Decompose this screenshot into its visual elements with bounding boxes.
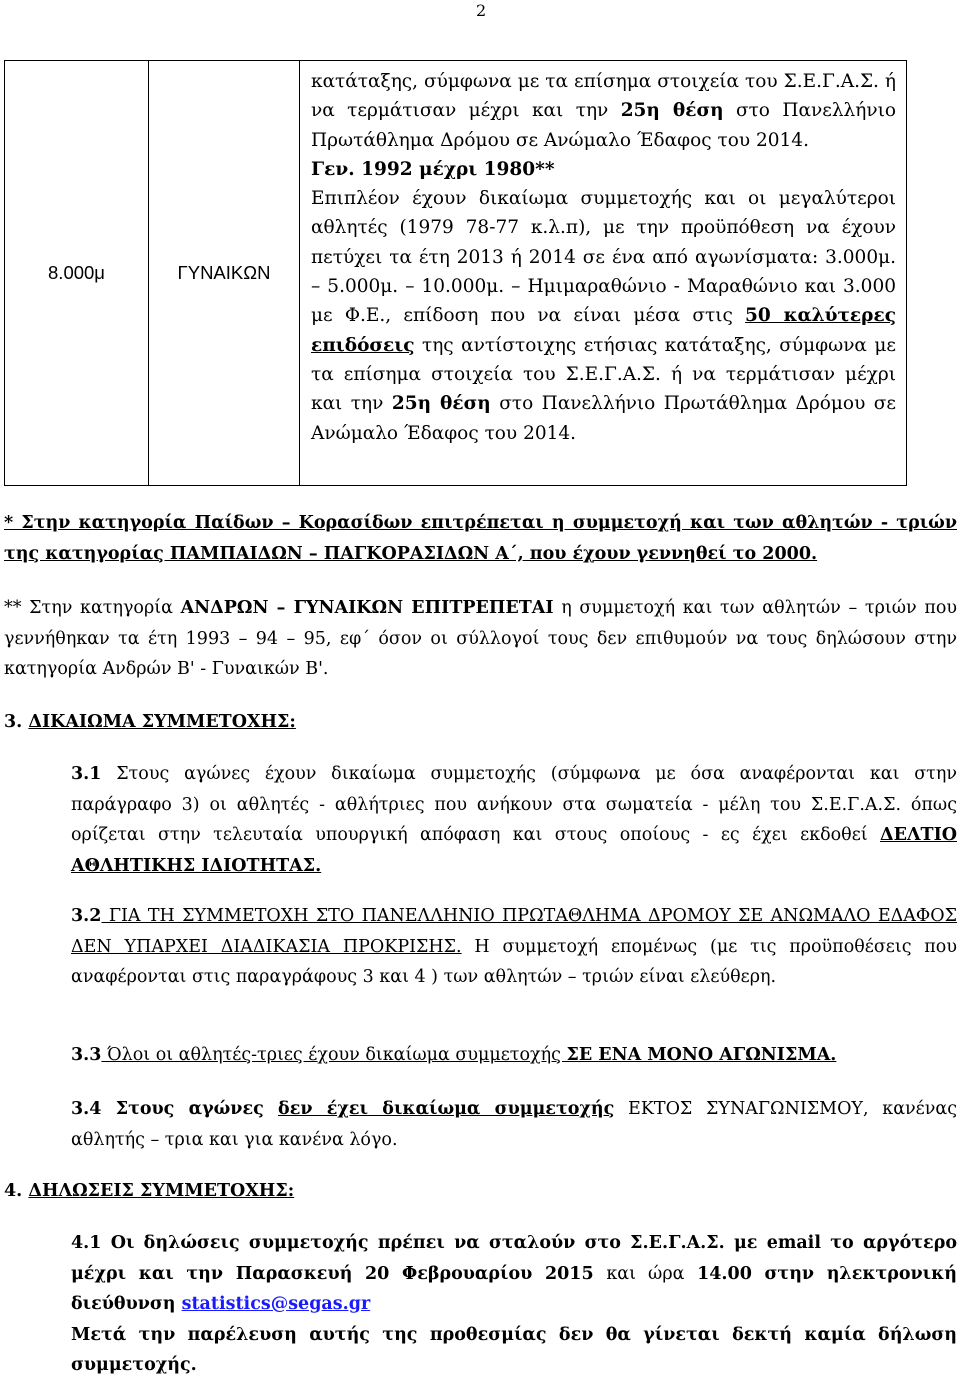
req-text-1: κατάταξης, σύμφωνα με τα επίσημα στοιχεία του Σ.Ε.Γ.Α.Σ. ή να τερμάτισαν μέχρι και την xyxy=(311,71,896,122)
page-number: 2 xyxy=(476,1,487,20)
note-2-b: ΑΝΔΡΩΝ – ΓΥΝΑΙΚΩΝ ΕΠΙΤΡΕΠΕΤΑΙ xyxy=(180,598,554,618)
category-cell: ΓΥΝΑΙΚΩΝ xyxy=(149,61,300,486)
section-3-num: 3. xyxy=(4,712,23,732)
requirements-cell xyxy=(300,61,907,486)
p41-e: 14.00 στην ηλεκτρονική διεύθυνση xyxy=(71,1263,957,1314)
req-text-4: της αντίστοιχης ετήσιας κατάταξης, σύμφωνα με τα επίσημα στοιχεία του Σ.Ε.Γ.Α.Σ. ή να τερμάτισαν μέχρι και την xyxy=(311,334,896,415)
p32-underlined: ΓΙΑ ΤΗ ΣΥΜΜΕΤΟΧΗ ΣΤΟ ΠΑΝΕΛΛΗΝΙΟ ΠΡΩΤΑΘΛΗΜΑ ΔΡΟΜΟΥ ΣΕ ΑΝΩΜΑΛΟ ΕΔΑΦΟΣ ΔΕΝ ΥΠΑΡΧΕΙ ΔΙΑΔΙΚΑΣΙΑ ΠΡΟΚΡΙΣΗΣ. xyxy=(71,906,957,957)
req-text-5: στο Πανελλήνιο Πρωτάθλημα Δρόμου σε Ανώμαλο Έδαφος του 2014. xyxy=(311,393,897,444)
note-2 xyxy=(4,593,957,685)
p34-b: δεν έχει δικαίωμα συμμετοχής xyxy=(278,1099,615,1119)
p32-text: Η συμμετοχή επομένως (με τις προϋποθέσεις που αναφέρονται στις παραγράφους 3 και 4 ) των αθλητών – τριών είναι ελεύθερη. xyxy=(71,936,957,987)
paragraph-3-2 xyxy=(71,901,957,993)
section-3-heading xyxy=(4,707,957,738)
p33-text: Όλοι οι αθλητές-τριες έχουν δικαίωμα συμμετοχής xyxy=(101,1045,567,1065)
p41-c: το αργότερο μέχρι και την Παρασκευή 20 Φεβρουαρίου 2015 xyxy=(71,1233,957,1284)
req-text-2: στο Πανελλήνιο Πρωτάθλημα Δρόμου σε Ανώμαλο Έδαφος του 2014. xyxy=(311,100,896,151)
paragraph-3-4 xyxy=(71,1094,957,1155)
note-2-a: ** Στην κατηγορία xyxy=(4,598,181,618)
p32-num: 3.2 xyxy=(71,906,102,926)
paragraph-3-3 xyxy=(71,1040,957,1071)
p33-emph: ΣΕ ΕΝΑ ΜΟΝΟ ΑΓΩΝΙΣΜΑ. xyxy=(566,1045,837,1065)
p31-num: 3.1 xyxy=(71,764,102,784)
req-text-3: Επιπλέον έχουν δικαίωμα συμμετοχής και οι μεγαλύτεροι αθλητές (1979 78-77 κ.λ.π), με την προϋπόθεση να έχουν πετύχει τα έτη 2013 ή 2014 σε ένα από αγωνίσματα: 3.000μ. – 5.000μ. – 10.000μ. – Ημιμαραθώνιο - Μαραθώνιο και 3.000 με Φ.Ε., επίδοση που να είναι μέσα στις xyxy=(311,188,896,327)
p31-underlined: ΔΕΛΤΙΟ ΑΘΛΗΤΙΚΗΣ ΙΔΙΟΤΗΤΑΣ. xyxy=(71,825,957,876)
p34-c: ΕΚΤΟΣ ΣΥΝΑΓΩΝΙΣΜΟΥ, κανένας αθλητής – τρια και για κανένα λόγο. xyxy=(71,1099,958,1150)
p41-f: Μετά την παρέλευση αυτής της προθεσμίας δεν θα γίνεται δεκτή καμία δήλωση συμμετοχής. xyxy=(71,1324,957,1375)
section-3-title: ΔΙΚΑΙΩΜΑ ΣΥΜΜΕΤΟΧΗΣ: xyxy=(28,712,296,732)
note-1: * Στην κατηγορία Παίδων – Κορασίδων επιτρέπεται η συμμετοχή και των αθλητών - τριών της κατηγορίας ΠΑΜΠΑΙΔΩΝ – ΠΑΓΚΟΡΑΣΙΔΩΝ Α΄, που έχουν γεννηθεί το 2000. xyxy=(4,513,957,564)
p41-d: και ώρα xyxy=(606,1263,685,1284)
email-link[interactable]: statistics@segas.gr xyxy=(181,1294,371,1314)
p41-email-word: email xyxy=(766,1233,821,1253)
p34-num: 3.4 xyxy=(71,1099,102,1119)
req-position-1: 25η θέση xyxy=(620,100,724,122)
note-2-c: η συμμετοχή και των αθλητών – τριών που γεννήθηκαν τα έτη 1993 – 94 – 95, εφ΄ όσον οι σύλλογοί τους δεν επιθυμούν να τους δηλώσουν στην κατηγορία Ανδρών Β' - Γυναικών Β'. xyxy=(4,598,957,679)
paragraph-4-1 xyxy=(71,1228,957,1381)
section-4-title: ΔΗΛΩΣΕΙΣ ΣΥΜΜΕΤΟΧΗΣ: xyxy=(28,1181,295,1201)
paragraph-3-1 xyxy=(71,759,957,881)
p31-text: Στους αγώνες έχουν δικαίωμα συμμετοχής (σύμφωνα με όσα αναφέρονται και στην παράγραφο 3) οι αθλητές - αθλήτριες που ανήκουν στα σωματεία - μέλη του Σ.Ε.Γ.Α.Σ. όπως ορίζεται στην τελευταία υπουργική απόφαση και στους οποίους - ες έχει εκδοθεί xyxy=(71,764,957,845)
gen-heading: Γεν. 1992 μέχρι 1980** xyxy=(311,158,555,180)
category-table xyxy=(4,60,907,486)
req-position-2: 25η θέση xyxy=(391,393,491,415)
distance-cell: 8.000μ xyxy=(5,61,149,486)
req-best-performances: 50 καλύτερες επιδόσεις xyxy=(311,305,896,356)
section-4-num: 4. xyxy=(4,1181,23,1201)
p41-a: 4.1 Οι δηλώσεις συμμετοχής πρέπει να σταλούν στο Σ.Ε.Γ.Α.Σ. με xyxy=(71,1233,767,1253)
p34-a: Στους αγώνες xyxy=(101,1099,279,1119)
section-4-heading xyxy=(4,1176,957,1207)
p33-num: 3.3 xyxy=(71,1045,102,1065)
table-row xyxy=(5,61,907,486)
